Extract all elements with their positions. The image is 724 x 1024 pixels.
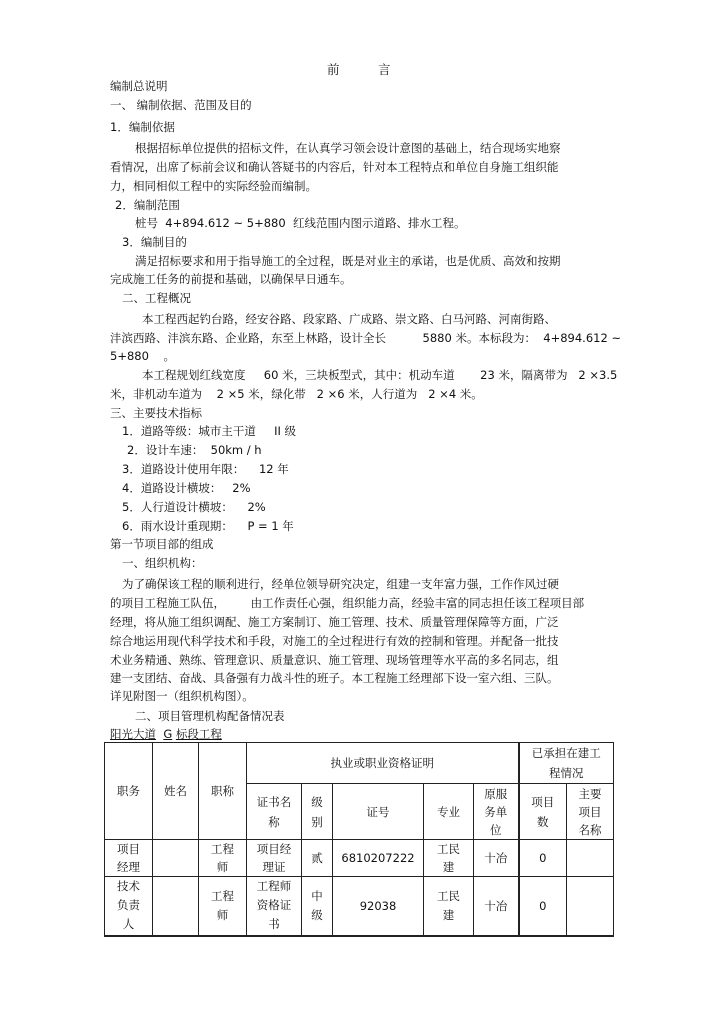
cell-name (153, 877, 199, 936)
paragraph-line: 术业务精通、熟练、管理意识、质量意识、施工管理、现场管理等水平高的多名同志，组 (110, 653, 559, 667)
subheading: 1．编制依据 (110, 120, 175, 134)
paragraph-line: 看情况，出席了标前会议和确认答疑书的内容后，针对本工程特点和单位自身施工组织能 (110, 160, 559, 174)
heading: 编制总说明 (110, 79, 168, 93)
cell-position: 项目经理 (105, 840, 153, 877)
cell-title: 工程师 (199, 840, 247, 877)
project-section: G (163, 727, 173, 741)
cell-cert-no: 6810207222 (333, 840, 424, 877)
staff-table (104, 742, 614, 937)
table-row (105, 840, 614, 877)
cell-orig-unit: 十冶 (474, 840, 519, 877)
paragraph-line: 综合地运用现代科学技术和手段，对施工的全过程进行有效的控制和管理。并配备一批技 (110, 634, 559, 648)
header-ongoing-group: 已承担在建工程情况 (519, 743, 614, 784)
header-project-count: 项目数 (519, 784, 567, 840)
subheading: 3．编制目的 (122, 235, 187, 249)
paragraph-line: 为了确保该工程的顺利进行，经单位领导研究决定，组建一支年富力强，工作作风过硬 (122, 577, 559, 591)
cell-orig-unit: 十冶 (474, 877, 519, 936)
cell-cert-name: 工程师资格证书 (247, 877, 302, 936)
paragraph-line: 沣滨西路、沣滨东路、企业路，东至上林路，设计全长 5880 米。本标段为： 4+894.612 ~ (110, 331, 622, 345)
page-title: 言 (378, 62, 391, 77)
header-cert-group: 执业或职业资格证明 (247, 743, 519, 784)
list-item: 6．雨水设计重现期： P = 1 年 (122, 519, 294, 533)
paragraph-line: 本工程西起钓台路，经安谷路、段家路、广成路、崇文路、白马河路、河南街路、 (142, 312, 556, 326)
project-name-part: 标段工程 (175, 727, 222, 741)
paragraph-line: 根据招标单位提供的招标文件，在认真学习领会设计意图的基础上，结合现场实地察 (135, 141, 561, 155)
paragraph-line: 建一支团结、奋战、具备强有力战斗性的班子。本工程施工经理部下设一室六组、三队。 (110, 671, 559, 685)
heading: 一、 编制依据、范围及目的 (110, 98, 252, 112)
cell-cert-no: 92038 (333, 877, 424, 936)
header-cert-no: 证号 (333, 784, 424, 840)
paragraph-line: 米，非机动车道为 2 ×5 米，绿化带 2 ×6 米，人行道为 2 ×4 米。 (110, 387, 483, 401)
list-item: 3．道路设计使用年限： 12 年 (122, 462, 289, 476)
header-major: 专业 (424, 784, 474, 840)
paragraph-line: 详见附图一（组织机构图）。 (110, 689, 254, 703)
list-item: 1．道路等级：城市主干道 II 级 (122, 424, 297, 438)
cell-cert-name: 项目经理证 (247, 840, 302, 877)
paragraph-line: 5+880 。 (110, 349, 176, 363)
heading: 二、项目管理机构配备情况表 (135, 709, 285, 723)
page-title: 前 (327, 62, 340, 77)
cell-position: 技术负责人 (105, 877, 153, 936)
table-row (105, 877, 614, 936)
paragraph-line: 经理，将从施工组织调配、施工方案制订、施工管理、技术、质量管理保障等方面，广泛 (110, 615, 559, 629)
cell-main-projects (567, 840, 614, 877)
list-item: 2．设计车速： 50km / h (127, 443, 262, 457)
list-item: 4．道路设计横坡： 2% (122, 481, 251, 495)
header-name: 姓名 (153, 743, 199, 840)
paragraph-line: 完成施工任务的前提和基础，以确保早日通车。 (110, 272, 352, 286)
header-level: 级别 (302, 784, 333, 840)
project-name (110, 727, 222, 741)
heading: 三、主要技术指标 (110, 406, 202, 420)
project-name-part: 阳光大道 (110, 727, 156, 741)
paragraph-line: 力，相同相似工程中的实际经验而编制。 (110, 179, 317, 193)
paragraph-line: 的项目工程施工队伍， 由工作责任心强，组织能力高，经验丰富的同志担任该工程项目部 (110, 596, 585, 610)
heading: 一、组织机构： (122, 556, 203, 570)
paragraph-line: 桩号 4+894.612 ~ 5+880 红线范围内图示道路、排水工程。 (135, 216, 466, 230)
header-position: 职务 (105, 743, 153, 840)
cell-major: 工民建 (424, 840, 474, 877)
header-main-projects: 主要项目名称 (567, 784, 614, 840)
header-title: 职称 (199, 743, 247, 840)
cell-title: 工程师 (199, 877, 247, 936)
header-orig-unit: 原服务单位 (474, 784, 519, 840)
cell-major: 工民建 (424, 877, 474, 936)
header-cert-name: 证书名称 (247, 784, 302, 840)
cell-name (153, 840, 199, 877)
list-item: 5．人行道设计横坡： 2% (122, 500, 266, 514)
section-heading: 第一节项目部的组成 (110, 537, 214, 551)
cell-level: 中级 (302, 877, 333, 936)
cell-main-projects (567, 877, 614, 936)
cell-project-count: 0 (519, 840, 567, 877)
subheading: 2．编制范围 (115, 198, 180, 212)
cell-level: 贰 (302, 840, 333, 877)
paragraph-line: 本工程规划红线宽度 60 米，三块板型式，其中：机动车道 23 米，隔离带为 2 ×3.5 (142, 368, 618, 382)
paragraph-line: 满足招标要求和用于指导施工的全过程，既是对业主的承诺，也是优质、高效和按期 (135, 254, 561, 268)
heading: 二、工程概况 (122, 291, 191, 305)
cell-project-count: 0 (519, 877, 567, 936)
